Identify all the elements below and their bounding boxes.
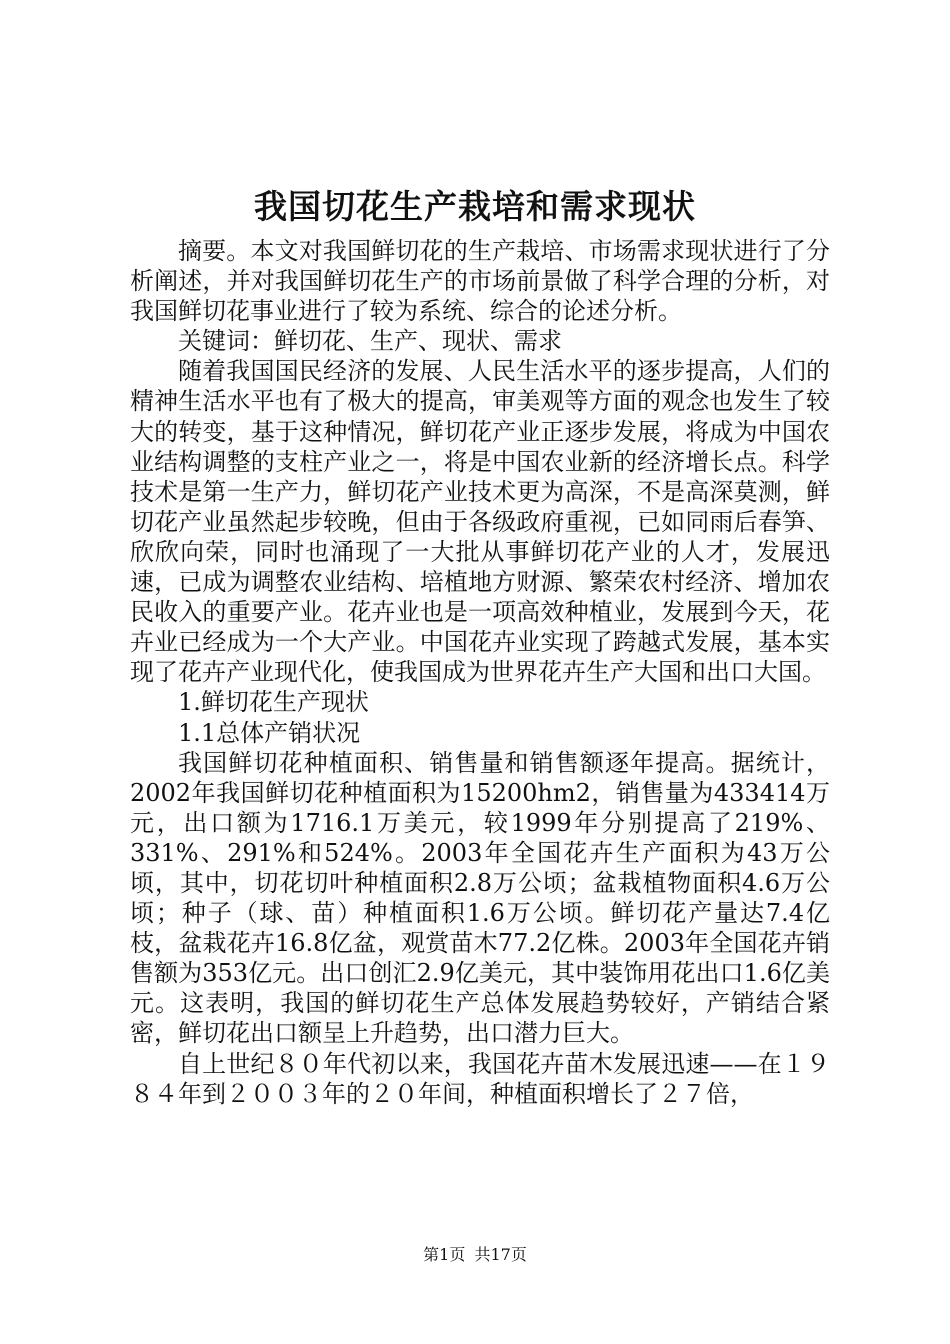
subsection-heading: 1.1总体产销状况 <box>178 718 361 747</box>
page-total: 共17页 <box>474 1245 527 1264</box>
document-title: 我国切花生产栽培和需求现状 <box>254 187 696 226</box>
document-body <box>130 236 830 1109</box>
page-footer <box>0 1243 950 1267</box>
statistics-paragraph: 我国鲜切花种植面积、销售量和销售额逐年提高。据统计，2002年我国鲜切花种植面积为15200hm2，销售量为433414万元，出口额为1716.1万美元，较1999年分别提高了219%、331%、291%和524%。2003年全国花卉生产面积为43万公顷，其中，切花切叶种植面积2.8万公顷；盆栽植物面积4.6万公顷；种子（球、苗）种植面积1.6万公顷。鲜切花产量达7.4亿枝，盆栽花卉16.8亿盆，观赏苗木77.2亿株。2003年全国花卉销售额为353亿元。出口创汇2.9亿美元，其中装饰用花出口1.6亿美元。这表明，我国的鲜切花生产总体发展趋势较好，产销结合紧密，鲜切花出口额呈上升趋势，出口潜力巨大。 <box>130 748 830 1048</box>
history-paragraph: 自上世纪８０年代初以来，我国花卉苗木发展迅速——在１９８４年到２００３年的２０年间，种植面积增长了２７倍， <box>130 1049 830 1108</box>
section-heading: 1.鲜切花生产现状 <box>178 688 369 717</box>
intro-paragraph: 随着我国国民经济的发展、人民生活水平的逐步提高，人们的精神生活水平也有了极大的提高，审美观等方面的观念也发生了较大的转变，基于这种情况，鲜切花产业正逐步发展，将成为中国农业结构调整的支柱产业之一，将是中国农业新的经济增长点。科学技术是第一生产力，鲜切花产业技术更为高深，不是高深莫测，鲜切花产业虽然起步较晚，但由于各级政府重视，已如同雨后春笋、欣欣向荣，同时也涌现了一大批从事鲜切花产业的人才，发展迅速，已成为调整农业结构、培植地方财源、繁荣农村经济、增加农民收入的重要产业。花卉业也是一项高效种植业，发展到今天，花卉业已经成为一个大产业。中国花卉业实现了跨越式发展，基本实现了花卉产业现代化，使我国成为世界花卉生产大国和出口大国。 <box>130 357 830 687</box>
abstract-paragraph: 摘要。本文对我国鲜切花的生产栽培、市场需求现状进行了分析阐述，并对我国鲜切花生产的市场前景做了科学合理的分析，对我国鲜切花事业进行了较为系统、综合的论述分析。 <box>130 237 830 326</box>
page-number: 第1页 <box>423 1245 466 1264</box>
keywords-paragraph: 关键词：鲜切花、生产、现状、需求 <box>178 327 562 356</box>
